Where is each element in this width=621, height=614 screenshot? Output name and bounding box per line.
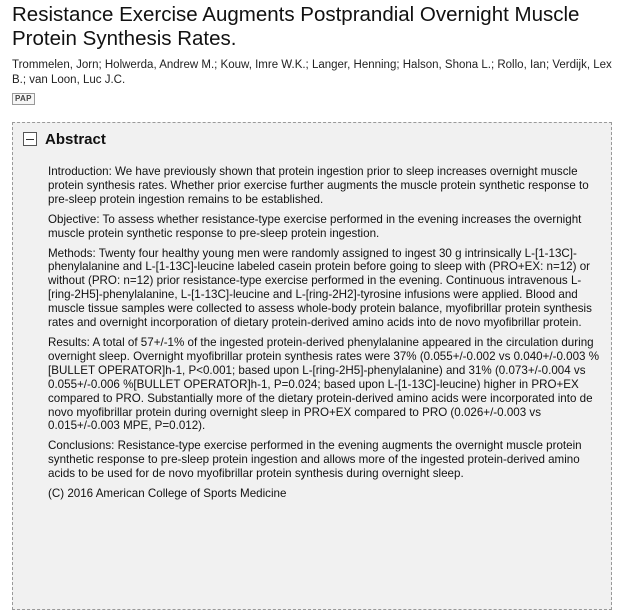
collapse-icon[interactable] [23,132,37,146]
abstract-heading: Abstract [45,130,106,148]
abstract-introduction: Introduction: We have previously shown that protein ingestion prior to sleep increases overnight muscle protein synthesis rates. Whether prior exercise further augments the muscle protein synthetic response to pre-sleep protein ingestion remains to be established. [48,165,589,206]
abstract-objective: Objective: To assess whether resistance-type exercise performed in the evening increases the overnight muscle protein synthetic response to pre-sleep protein ingestion. [48,212,582,240]
abstract-header[interactable] [23,130,106,148]
abstract-panel [12,122,612,610]
author-list: Trommelen, Jorn; Holwerda, Andrew M.; Kouw, Imre W.K.; Langer, Henning; Halson, Shona L.; Rollo, Ian; Verdijk, Lex B.; van Loon, Luc J.C. [12,59,612,86]
copyright-notice: (C) 2016 American College of Sports Medicine [48,487,287,501]
abstract-methods: Methods: Twenty four healthy young men were randomly assigned to ingest 30 g intrinsically L-[1-13C]-phenylalanine and L-[1-13C]-leucine labeled casein protein before going to sleep with (PRO+EX: n=12) or without (PRO: n=12) prior resistance-type exercise performed in the evening. Continuous intravenous L-[ring-2H5]-phenylalanine, L-[1-13C]-leucine and L-[ring-2H2]-tyrosine infusions were applied. Blood and muscle tissue samples were collected to assess whole-body protein balance, myofibrillar protein synthesis rates and overnight incorporation of dietary protein-derived amino acids into de novo myofibrillar protein. [48,246,592,330]
abstract-conclusions: Conclusions: Resistance-type exercise performed in the evening augments the overnight muscle protein synthetic response to pre-sleep protein ingestion and allows more of the ingested protein-derived amino acids to be used for de novo myofibrillar protein synthesis during overnight sleep. [48,439,582,481]
abstract-body [48,165,600,507]
abstract-results: Results: A total of 57+/-1% of the ingested protein-derived phenylalanine appeared in the circulation during overnight sleep. Overnight myofibrillar protein synthesis rates were 37% (0.055+/-0.002 vs 0.040+/-0.003 %[BULLET OPERATOR]h-1, P<0.001; based upon L-[ring-2H5]-phenylalanine) and 31% (0.073+/-0.004 vs 0.055+/-0.006 %[BULLET OPERATOR]h-1, P=0.024; based upon L-[1-13C]-leucine) higher in PRO+EX compared to PRO. Substantially more of the dietary protein-derived amino acids were incorporated into de novo myofibrillar protein during overnight sleep in PRO+EX compared to PRO (0.026+/-0.003 vs 0.015+/-0.003 MPE, P=0.012). [48,335,599,433]
pap-badge: PAP [12,93,35,105]
article-title: Resistance Exercise Augments Postprandial Overnight Muscle Protein Synthesis Rates. [12,3,580,50]
